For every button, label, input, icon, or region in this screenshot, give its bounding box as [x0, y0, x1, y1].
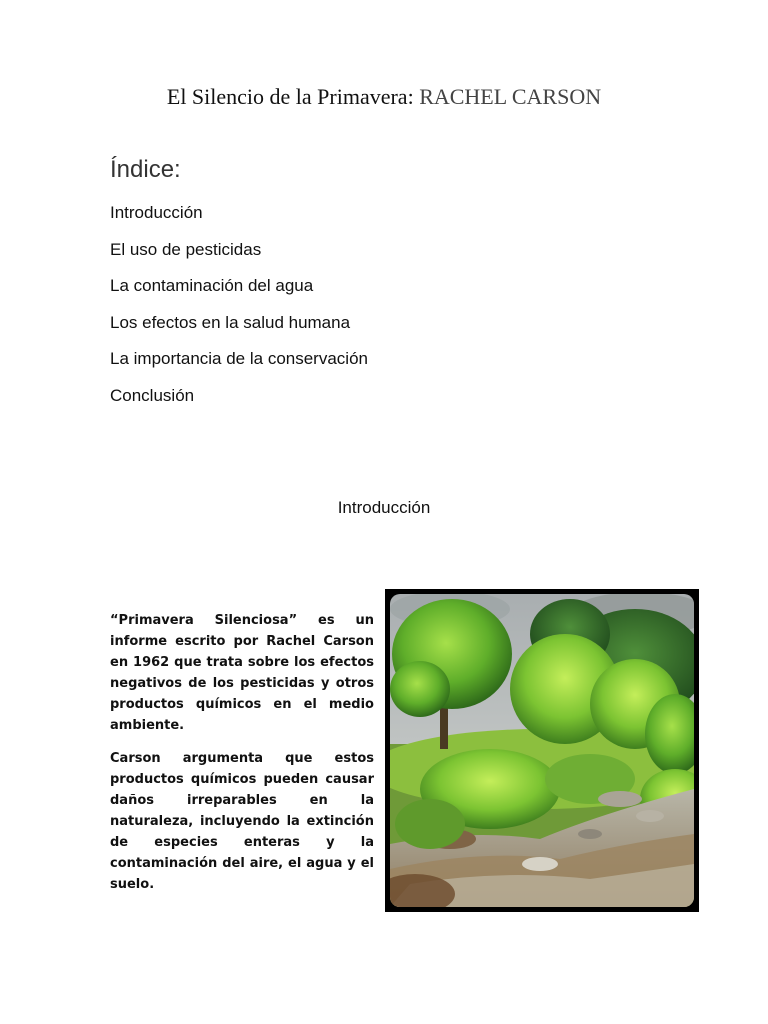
index-list — [110, 201, 368, 421]
index-item-salud-humana: Los efectos en la salud humana — [110, 312, 351, 332]
forest-stream-image — [385, 589, 699, 912]
intro-paragraph-1: “Primavera Silenciosa” es un informe escrito por Rachel Carson en 1962 que trata sobre los efectos negativos de los pesticidas y otros productos químicos en el medio ambiente. — [110, 613, 374, 733]
forest-stream-illustration — [390, 594, 694, 907]
index-item-pesticidas: El uso de pesticidas — [110, 239, 262, 259]
index-item-conclusion: Conclusión — [110, 385, 195, 405]
title-text: El Silencio de la Primavera: — [166, 84, 414, 109]
section-heading-introduccion: Introducción — [337, 498, 431, 517]
author-name: RACHEL CARSON — [419, 84, 602, 109]
intro-paragraph-2: Carson argumenta que estos productos químicos pueden causar daños irreparables en la naturaleza, incluyendo la extinción de especies enteras y la contaminación del aire, el agua y el suelo. — [110, 751, 374, 892]
index-item-contaminacion-agua: La contaminación del agua — [110, 276, 314, 296]
index-heading: Índice: — [110, 156, 181, 183]
intro-text-block — [110, 610, 374, 907]
document-title — [0, 84, 768, 110]
index-item-conservacion: La importancia de la conservación — [110, 349, 368, 369]
index-item-introduccion: Introducción — [110, 203, 203, 222]
